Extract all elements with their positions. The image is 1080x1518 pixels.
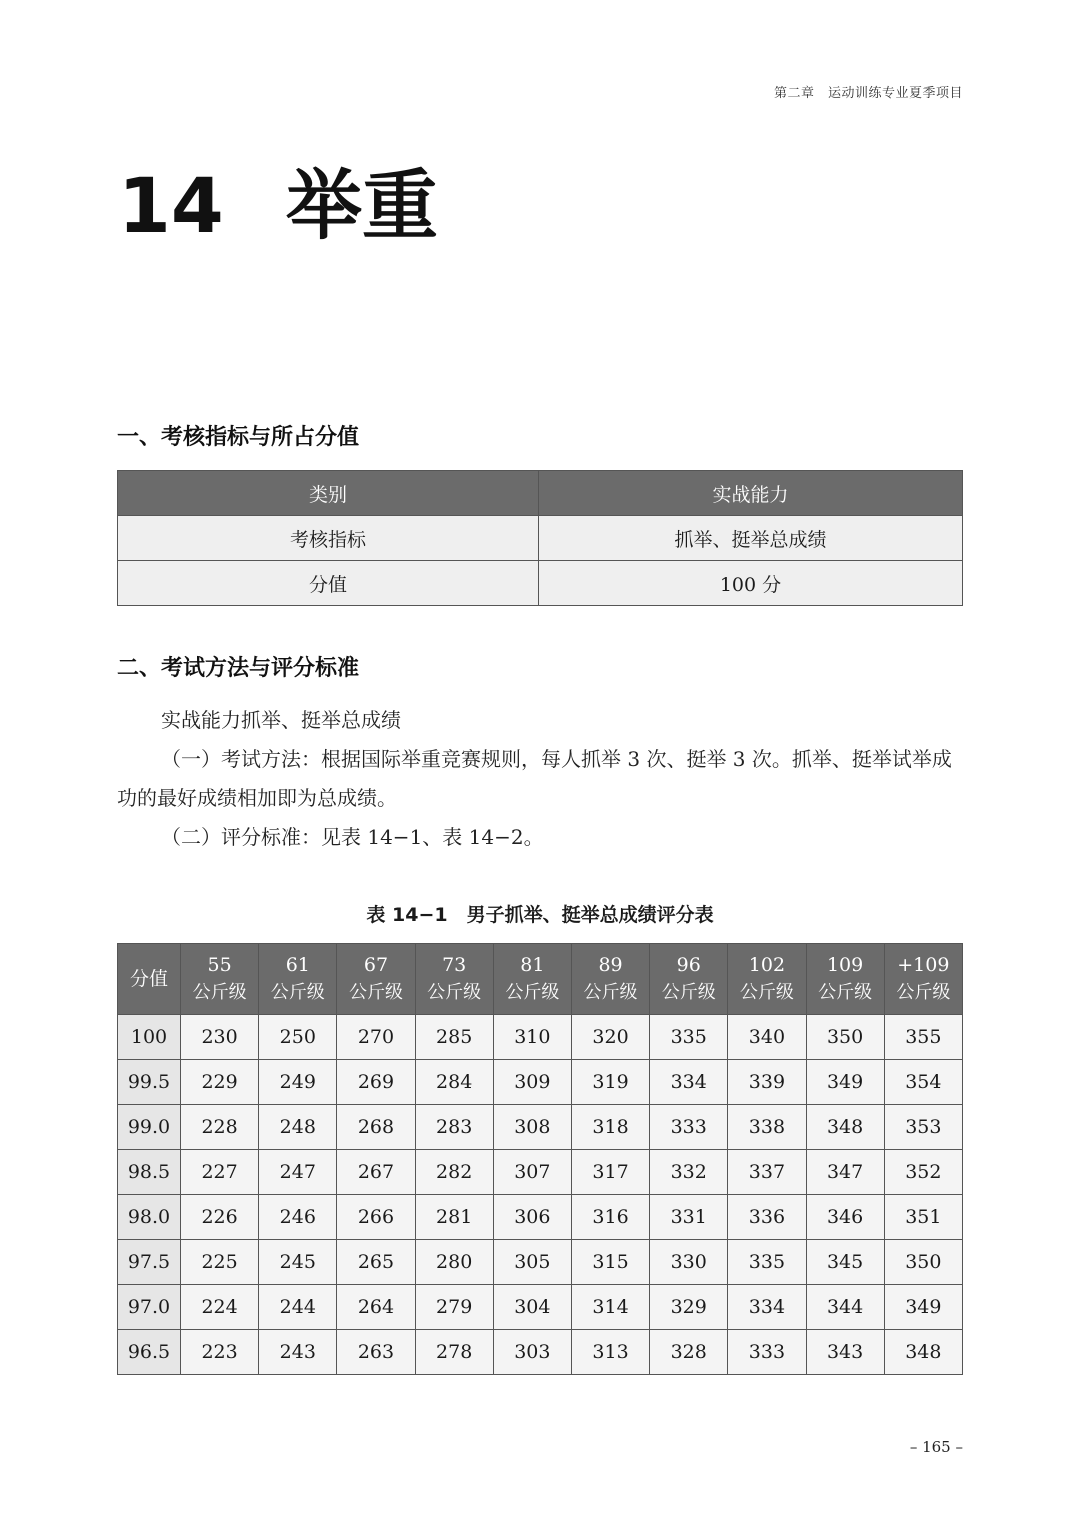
weight-class-unit: 公斤级 bbox=[270, 982, 325, 1003]
table-cell: 308 bbox=[493, 1105, 571, 1150]
table-cell: 305 bbox=[493, 1240, 571, 1285]
score-cell: 99.5 bbox=[118, 1060, 181, 1105]
table-cell: 350 bbox=[884, 1240, 962, 1285]
page-number: – 165 – bbox=[909, 1438, 963, 1456]
table-cell: 229 bbox=[181, 1060, 259, 1105]
weight-class-unit: 公斤级 bbox=[427, 982, 482, 1003]
table-cell: 266 bbox=[337, 1195, 415, 1240]
table-cell: 243 bbox=[259, 1330, 337, 1375]
header-weight-class bbox=[259, 944, 337, 1015]
table-cell: 264 bbox=[337, 1285, 415, 1330]
table-cell: 339 bbox=[728, 1060, 806, 1105]
table-cell: 337 bbox=[728, 1150, 806, 1195]
table-cell: 281 bbox=[415, 1195, 493, 1240]
header-weight-class bbox=[884, 944, 962, 1015]
chapter-number: 14 bbox=[118, 161, 224, 250]
weight-class-unit: 公斤级 bbox=[818, 982, 873, 1003]
table-cell: 319 bbox=[571, 1060, 649, 1105]
table-caption: 表 14−1 男子抓举、挺举总成绩评分表 bbox=[366, 904, 714, 926]
table-cell: 355 bbox=[884, 1015, 962, 1060]
table-cell: 348 bbox=[884, 1330, 962, 1375]
table-row bbox=[118, 1015, 963, 1060]
table-cell: 306 bbox=[493, 1195, 571, 1240]
table-row bbox=[118, 561, 963, 606]
score-cell: 98.5 bbox=[118, 1150, 181, 1195]
chapter-name: 举重 bbox=[286, 161, 438, 250]
table-cell: 225 bbox=[181, 1240, 259, 1285]
table-cell: 310 bbox=[493, 1015, 571, 1060]
table-cell: 263 bbox=[337, 1330, 415, 1375]
table-cell: 345 bbox=[806, 1240, 884, 1285]
table-cell: 抓举、挺举总成绩 bbox=[539, 516, 963, 561]
scoring-table-header-row bbox=[118, 944, 963, 1015]
assessment-table bbox=[117, 470, 963, 606]
table-cell: 250 bbox=[259, 1015, 337, 1060]
table-cell: 346 bbox=[806, 1195, 884, 1240]
score-cell: 97.5 bbox=[118, 1240, 181, 1285]
header-practical-ability: 实战能力 bbox=[539, 471, 963, 516]
table-cell: 318 bbox=[571, 1105, 649, 1150]
table-cell: 224 bbox=[181, 1285, 259, 1330]
table-cell: 338 bbox=[728, 1105, 806, 1150]
weight-class-value: 109 bbox=[826, 954, 864, 976]
table-cell: 347 bbox=[806, 1150, 884, 1195]
table-cell: 349 bbox=[884, 1285, 962, 1330]
table-cell: 283 bbox=[415, 1105, 493, 1150]
table-cell: 279 bbox=[415, 1285, 493, 1330]
weight-class-unit: 公斤级 bbox=[583, 982, 638, 1003]
table-cell: 331 bbox=[650, 1195, 728, 1240]
section1-heading: 一、考核指标与所占分值 bbox=[117, 425, 360, 450]
weight-class-value: +109 bbox=[897, 954, 950, 976]
table-cell: 320 bbox=[571, 1015, 649, 1060]
chapter-title bbox=[118, 161, 438, 250]
table-cell: 315 bbox=[571, 1240, 649, 1285]
table-cell: 334 bbox=[650, 1060, 728, 1105]
table-cell: 226 bbox=[181, 1195, 259, 1240]
running-header: 第二章 运动训练专业夏季项目 bbox=[773, 86, 963, 101]
weight-class-value: 55 bbox=[207, 954, 232, 976]
table-cell: 336 bbox=[728, 1195, 806, 1240]
weight-class-value: 67 bbox=[363, 954, 389, 976]
table-cell: 269 bbox=[337, 1060, 415, 1105]
table-cell: 332 bbox=[650, 1150, 728, 1195]
weight-class-unit: 公斤级 bbox=[348, 982, 403, 1003]
weight-class-unit: 公斤级 bbox=[505, 982, 560, 1003]
table-cell: 352 bbox=[884, 1150, 962, 1195]
table-cell: 335 bbox=[728, 1240, 806, 1285]
table-row bbox=[118, 1195, 963, 1240]
table-cell: 353 bbox=[884, 1105, 962, 1150]
table-cell: 329 bbox=[650, 1285, 728, 1330]
table-cell: 307 bbox=[493, 1150, 571, 1195]
table-row bbox=[118, 1240, 963, 1285]
table-cell: 267 bbox=[337, 1150, 415, 1195]
paragraph: （二）评分标准：见表 14−1、表 14−2。 bbox=[161, 825, 544, 849]
table-row bbox=[118, 1330, 963, 1375]
table-cell: 333 bbox=[728, 1330, 806, 1375]
header-weight-class bbox=[650, 944, 728, 1015]
table-cell: 246 bbox=[259, 1195, 337, 1240]
table-cell: 340 bbox=[728, 1015, 806, 1060]
header-weight-class bbox=[571, 944, 649, 1015]
weight-class-value: 102 bbox=[748, 954, 786, 976]
scoring-table-body bbox=[118, 1015, 963, 1375]
score-cell: 96.5 bbox=[118, 1330, 181, 1375]
table-cell: 314 bbox=[571, 1285, 649, 1330]
table-cell: 304 bbox=[493, 1285, 571, 1330]
paragraph: 实战能力抓举、挺举总成绩 bbox=[161, 708, 401, 732]
table-cell: 245 bbox=[259, 1240, 337, 1285]
table-cell: 268 bbox=[337, 1105, 415, 1150]
body-text bbox=[117, 701, 963, 857]
table-cell: 228 bbox=[181, 1105, 259, 1150]
table-cell: 334 bbox=[728, 1285, 806, 1330]
table-cell: 285 bbox=[415, 1015, 493, 1060]
table-cell: 330 bbox=[650, 1240, 728, 1285]
table-cell: 350 bbox=[806, 1015, 884, 1060]
paragraph: （一）考试方法：根据国际举重竞赛规则，每人抓举 3 次、挺举 3 次。抓举、挺举试举成功的最好成绩相加即为总成绩。 bbox=[117, 747, 952, 810]
table-cell: 284 bbox=[415, 1060, 493, 1105]
weight-class-value: 89 bbox=[598, 954, 623, 976]
table-cell: 317 bbox=[571, 1150, 649, 1195]
table-cell: 247 bbox=[259, 1150, 337, 1195]
table-cell: 227 bbox=[181, 1150, 259, 1195]
header-score: 分值 bbox=[118, 944, 181, 1015]
table-cell: 349 bbox=[806, 1060, 884, 1105]
table-cell: 244 bbox=[259, 1285, 337, 1330]
header-weight-class bbox=[806, 944, 884, 1015]
score-cell: 97.0 bbox=[118, 1285, 181, 1330]
header-weight-class bbox=[728, 944, 806, 1015]
table-cell: 313 bbox=[571, 1330, 649, 1375]
table-cell: 348 bbox=[806, 1105, 884, 1150]
table-cell: 278 bbox=[415, 1330, 493, 1375]
weight-class-value: 81 bbox=[520, 954, 545, 976]
header-weight-class bbox=[493, 944, 571, 1015]
header-category: 类别 bbox=[118, 471, 539, 516]
table-cell: 328 bbox=[650, 1330, 728, 1375]
table-cell: 249 bbox=[259, 1060, 337, 1105]
table-cell: 309 bbox=[493, 1060, 571, 1105]
table-cell: 280 bbox=[415, 1240, 493, 1285]
table-cell: 354 bbox=[884, 1060, 962, 1105]
table-cell: 考核指标 bbox=[118, 516, 539, 561]
weight-class-value: 73 bbox=[442, 954, 467, 976]
header-weight-class bbox=[415, 944, 493, 1015]
assessment-table-header-row bbox=[118, 471, 963, 516]
table-row bbox=[118, 1150, 963, 1195]
table-cell: 282 bbox=[415, 1150, 493, 1195]
table-cell: 335 bbox=[650, 1015, 728, 1060]
table-cell: 265 bbox=[337, 1240, 415, 1285]
table-cell: 316 bbox=[571, 1195, 649, 1240]
score-cell: 100 bbox=[118, 1015, 181, 1060]
scoring-table bbox=[117, 943, 963, 1375]
table-cell: 223 bbox=[181, 1330, 259, 1375]
table-cell: 100 分 bbox=[539, 561, 963, 606]
weight-class-unit: 公斤级 bbox=[896, 982, 951, 1003]
table-cell: 248 bbox=[259, 1105, 337, 1150]
weight-class-unit: 公斤级 bbox=[739, 982, 794, 1003]
table-row bbox=[118, 516, 963, 561]
score-cell: 98.0 bbox=[118, 1195, 181, 1240]
table-row bbox=[118, 1285, 963, 1330]
header-weight-class bbox=[337, 944, 415, 1015]
table-cell: 230 bbox=[181, 1015, 259, 1060]
table-row bbox=[118, 1105, 963, 1150]
table-cell: 344 bbox=[806, 1285, 884, 1330]
table-cell: 270 bbox=[337, 1015, 415, 1060]
weight-class-value: 96 bbox=[676, 954, 701, 976]
table-row bbox=[118, 1060, 963, 1105]
weight-class-unit: 公斤级 bbox=[661, 982, 716, 1003]
weight-class-unit: 公斤级 bbox=[192, 982, 247, 1003]
score-cell: 99.0 bbox=[118, 1105, 181, 1150]
table-cell: 分值 bbox=[118, 561, 539, 606]
table-cell: 333 bbox=[650, 1105, 728, 1150]
header-weight-class bbox=[181, 944, 259, 1015]
table-cell: 351 bbox=[884, 1195, 962, 1240]
section2-heading: 二、考试方法与评分标准 bbox=[117, 656, 360, 681]
table-cell: 343 bbox=[806, 1330, 884, 1375]
weight-class-value: 61 bbox=[285, 954, 310, 976]
table-cell: 303 bbox=[493, 1330, 571, 1375]
